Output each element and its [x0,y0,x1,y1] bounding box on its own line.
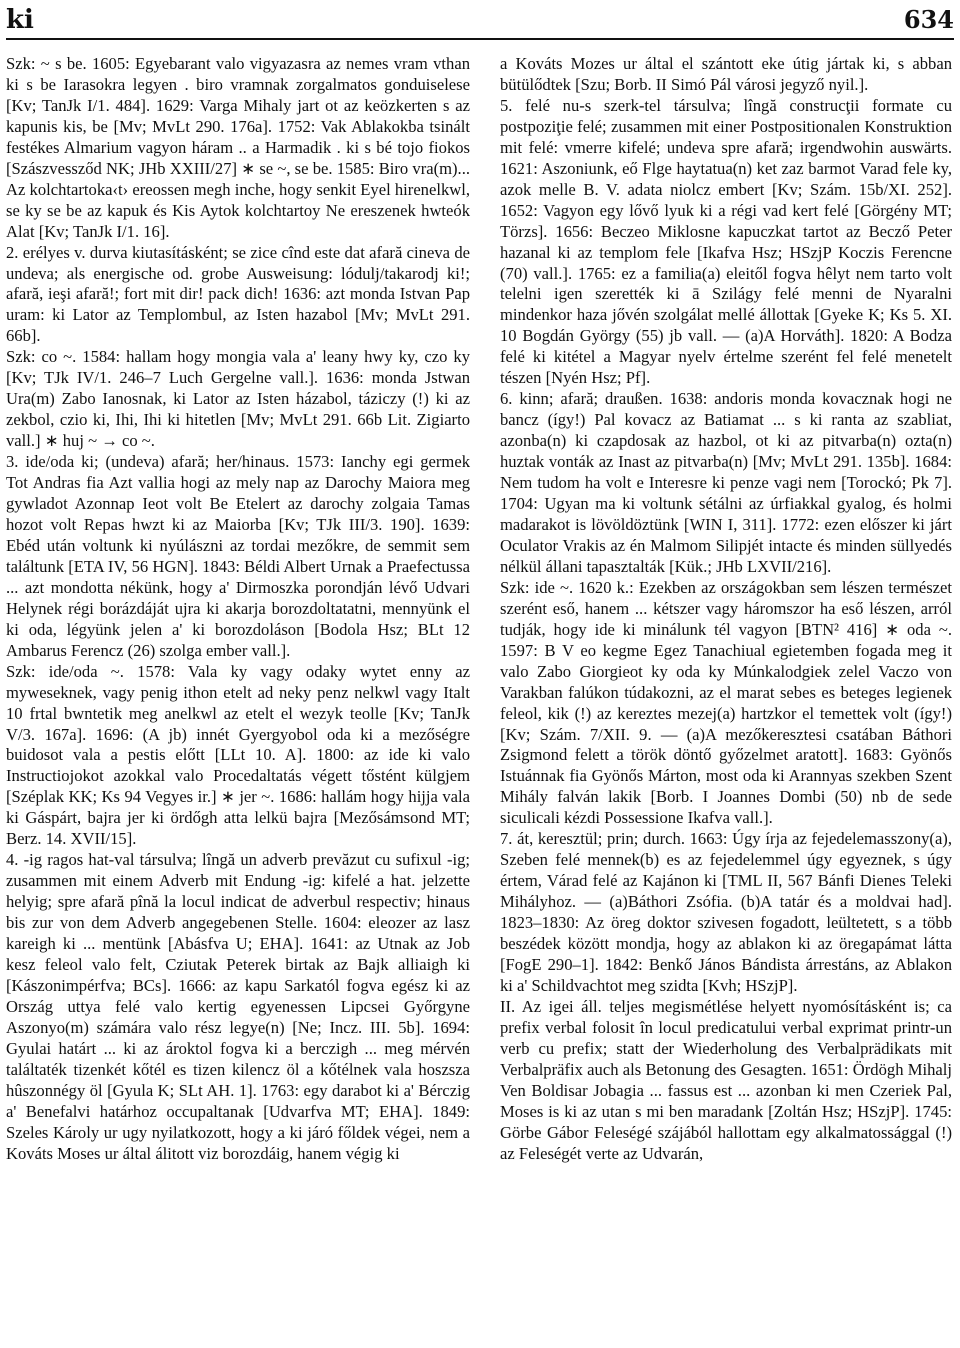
entry-paragraph: 6. kinn; afară; draußen. 1638: andoris monda kovacznak hogi ne bancz (így!) Pal kovacz az Batiamat ... s ki ranta az szabliat, azonba(n) ki czapdosak az hazbol, ot ki az pitvarba(n) ozta(n) huztak vonták az Inast az pitvarba(n) [Mv; MvLt 291. 135b]. 1684: Nem tudom ha volt e Interesre ki penze vagi nem [Torockó; Pk 7]. 1704: Ugyan ma ki voltunk sétálni az úrfiakkal gyalog, és holmi madarakot is lövöldöztünk [WIN I, 311]. 1772: ezen előszer ki járt Oculator Vrakis az én Malmom Silipjét intacte és minden süllyedés nélkül állani tapasztalták [Kük.; JHb LXVII/216]. [500,389,952,576]
left-column [6,54,470,1165]
entry-paragraph: 4. -ig ragos hat-val társulva; lîngă un adverb prevăzut cu sufixul -ig; zusammen mit einem Adverb mit Endung -ig: kifelé a hat. jelzette helyig; spre afară pînă la locul indicat de adverbul respectiv; hinaus bis zur von dem Adverb angegebenen Stelle. 1604: eleozer az lasz kareigh ki ... mentünk [Abásfva U; EHA]. 1641: az Utnak az Job kesz feleol valo felt, Cziutak Peterek birtak az Bajk alliaigh ki [Kászonimpérfva; BCs]. 1666: az kapu Sarkatól fogva egész ki az Ország uttya felé valo kertig egyenessen Lipcsei Győrgyne Aszonyo(m) számára valo rész legye(n) [Ne; Incz. III. 5b]. 1694: Gyulai határt ... ki az ároktol fogva ki a berczigh ... meg mérvén találtaték tizenkét kőtél es tizen kilencz öl a kőtélnek vala hoszsza hûszonnégy öl [Gyula K; SLt AH. 1]. 1763: egy darabot ki a' Bérczig a' Benefalvi határhoz occupaltanak [Udvarfva MT; EHA]. 1849: Szeles Károly ur ugy nyilatkozott, hogy a ki járó főldek végei, nem a Kováts Moses ur által álitott viz borozdáig, hanem végig ki [6,850,470,1163]
entry-paragraph: 7. át, keresztül; prin; durch. 1663: Úgy írja az fejedelemasszony(a), Szeben felé mennek(b) es az fejedelemmel úgy egyeznek, s úgy értem, Várad felé az Kajánon ki [TML II, 567 Bánfi Dienes Teleki Mihályhoz. — (a)Báthori Zsófia. (b)A tatár és a moldvai had]. 1823–1830: Az öreg doktor szivesen fogadott, leültetett, s a több beszédek között mondja, hogy az ablakon ki az öregapámat látta [FogE 290–1]. 1842: Benkő János Bándista árrestáns, az Ablakon ki a' Schildvachtot meg szidta [Kvh; HSzjP]. [500,829,952,995]
entry-paragraph: II. Az igei áll. teljes megismétlése helyett nyomósításként is; ca prefix verbal folosit în locul predicatului verbal exprimat printr-un verb cu prefix; statt der Wiederholung des Verbalprädikats mit Verbalpräfix auch als Betonung des Gesagten. 1651: Ördögh Mihalj Ven Boldisar Jobagia ... fassus est ... azonban ki men Czeriek Pal, Moses is ki az utan s mi ben maradank [Zoltán Hsz; HSzjP]. 1745: Görbe Gábor Feleségé szájából hallottam egy alkalmatossággal (!) az Feleségét verte az Udvarán, [500,996,952,1163]
entry-paragraph: 3. ide/oda ki; (undeva) afară; her/hinaus. 1573: Ianchy egi germek Tot Andras fia Azt vallia hogi az mely nap az Darochy Maiora meg gywladot Azonnap Ieot volt Be Etelert az darochy zolgaia Tamas hozot volt Repas hwzt ki az Maiorba [Kv; TJk III/3. 190]. 1639: Ebéd után voltunk ki nyúlászni az tordai mezőkre, de semmit sem találtunk [ETA IV, 56 HGN]. 1843: Béldi Albert Urnak a Praefectussa ... azt mondotta nékünk, hogy a' Dirmoszka porondján lévő Udvari Helynek régi borázdáját ujra ki akarja borozdoltatatni, mennyünk el ki oda, légyünk jelen a' ki borozdoláson [Bodola Hsz; BLt 12 Ambarus Ferencz (26) szolga ember vall.]. [6,452,470,660]
right-column [500,54,952,1165]
entry-paragraph: Szk: co ~. 1584: hallam hogy mongia vala a' leany hwy ky, czo ky [Kv; TJk IV/1. 246–7 Luch Gergelne vall.]. 1636: monda Jstwan Ura(m) Zabo Ianosnak, ki Lator az Isten házabol, táziczy (!) ki az zekbol, czio ki, Ihi, Ihi ki hitetlen [Mv; MvLt 291. 66b Lit. Zigiarto vall.] ∗ huj ~ → co ~. [6,347,470,451]
header-rule [6,38,954,40]
page-number: 634 [903,5,954,34]
entry-paragraph: Szk: ide/oda ~. 1578: Vala ky vagy odaky wytet enny az myweseknek, vagy penig ithon etelt ad neky penz nelkwl vagy Italt 10 frtal bwntetik meg anelkwl az etelt el wezyk teolle [Kv; TanJk V/3. 167a]. 1696: (A jb) innét Gyergyobol oda ki a mezőségre buidosot vala a pestis előtt [LLt 10. A]. 1800: az ide ki valo Instructiojokot azokkal valo Procedaltatás végett tőstént külgjem [Széplak KK; Ks 94 Vegyes ir.] ∗ jer ~. 1686: hallám hogy hijja vala ki Gáspárt, bajra jer ki ördőgh atta lelkü bajra [Mezősámsond MT; Berz. 14. XVII/15]. [6,661,470,849]
entry-paragraph: a Kováts Mozes ur által el szántott eke útig jártak ki, s abban bütülődtek [Szu; Borb. II Simó Pál városi jegyző nyil.]. [500,54,952,94]
page-header [6,6,954,34]
entry-paragraph: 5. felé nu-s szerk-tel társulva; lîngă construcţii formate cu postpoziţie felé; zusammen mit einer Postpositionalen Konstruktion mit felé: vmerre kifelé; undeva spre afară; irgendwohin auswärts. 1621: Aszoniunk, eő Flge haytatua(n) ket zaz barmot Varad fele ky, azok melle B. V. adata niolcz embert [Kv; Szám. 15b/XI. 252]. 1652: Vagyon egy lővő lyuk ki a régi vad kert felé [Görgény MT; Törzs]. 1656: Beczeo Miklosne kapuczkat tartot az Becző Peter hazanal ki az templom fele [Ikafva Hsz; HSzjP Koczis Ferencne (70) vall.]. 1765: ez a familia(a) eleitől fogva hêlyt nem tarto volt telelni igen szerették ki ā Szilágy felé menni de Nyaralni mindenkor haza jővén szolgálat mellé állottak [Gyeke K; Ks 5. XI. 10 Bogdán György (55) jb vall. — (a)A Horváth]. 1820: A Bodza felé ki kitétel a Magyar nyelv értelme szerént fel felé menetelt tészen [Nyén Hsz; Pf]. [500,95,952,388]
entry-paragraph: 2. erélyes v. durva kiutasításként; se zice cînd este dat afară cineva de undeva; als energische od. grobe Ausweisung: lódulj/takarodj ki!; afară, ieşi afară!; fort mit dir! pack dich! 1636: azt monda Istvan Pap uram: ki Lator az Templombul, az Isten hazabol [Mv; MvLt 291. 66b]. [6,242,470,346]
running-headword: ki [6,5,34,35]
entry-paragraph: Szk: ide ~. 1620 k.: Ezekben az országokban sem lészen természet szerént eső, hanem ... kétszer vagy háromszor ha eső lészen, arról tudják, hogy ide ki minálunk tél vagyon [BTN² 416] ∗ oda ~. 1597: B V eo kegme Egez Tanachiual egietemben fogada meg it valo Zabo Giorgieot ky oda ky Múnkalodgiek zelel Vaczo von Varakban falúkon túdakozni, az el marat sebes es beteges legienek feleol, kik (!) az kereztes mezej(a) hartzkor el temettek volt (így!) [Kv; Szám. 7/XII. 9. — (a)A mezőkeresztesi csatában Báthori Zsigmond felett a török döntő győzelmet aratott]. 1683: Gyönős Istuánnak fia Gyönős Márton, most oda ki Arannyas szekben Szent Mihály falván lakik [Borb. I Joannes Dombi (50) nb de sede siculicali kézdi Possessione Ikafva vall.]. [500,577,952,828]
entry-paragraph: Szk: ~ s be. 1605: Egyebarant valo vigyazasra az nemes vram vthan ki s be Iarasokra legyen . biro vramnak zorgalmatos gonduiselese [Kv; TanJk I/1. 484]. 1629: Varga Mihaly jart ot az keözkerten s az kapunis kis, be [Mv; MvLt 290. 176a]. 1752: Vak Ablakokba tsinált festékes Almarium vagyon háram .. a Harmadik . ki s bé tojo fiokos [Szászvessződ NK; JHb XXIII/27] ∗ se ~, se be. 1585: Biro vra(m)... Az kolchtartoka‹t› ereossen megh inche, hogy senkit Eyel hirenelkwl, se ky se be az kapuk és Kis Aytok kolchtartoy Ne ereszenek hwteók Alat [Kv; TanJk I/1. 16]. [6,54,470,241]
